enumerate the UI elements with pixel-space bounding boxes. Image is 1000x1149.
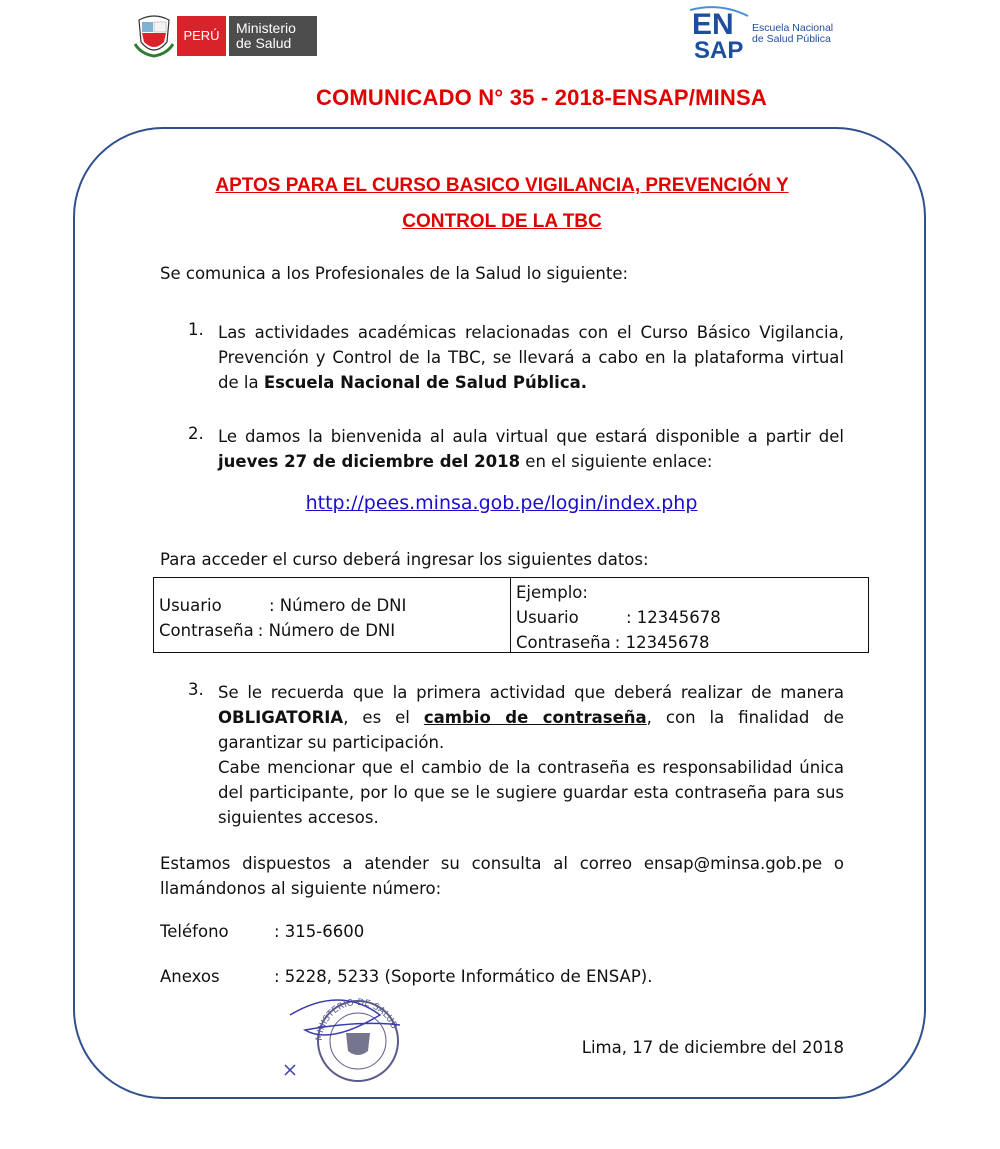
item-1-number: 1.: [188, 320, 204, 339]
credentials-table: [153, 577, 869, 653]
table-row: [516, 630, 868, 655]
subtitle-line2: CONTROL DE LA TBC: [402, 211, 602, 232]
contact-text: Estamos dispuestos a atender su consulta al correo ensap@minsa.gob.pe o llamándonos al siguiente número:: [160, 854, 844, 898]
item-3-body-a: Se le recuerda que la primera actividad que deberá realizar de manera: [218, 683, 844, 702]
password-label: Contraseña: [159, 621, 254, 640]
svg-text:EN: EN: [692, 8, 734, 41]
svg-text:SAP: SAP: [694, 37, 744, 60]
page-title: COMUNICADO N° 35 - 2018-ENSAP/MINSA: [316, 85, 767, 110]
item-1-body: Las actividades académicas relacionadas con el Curso Básico Vigilancia, Prevención y Control de la TBC, se llevará a cabo en la plataforma virtual de la: [218, 323, 844, 392]
stamp-text: MINISTERIO DE SALUD: [314, 997, 399, 1042]
annex-line: [160, 967, 652, 986]
user-value: : Número de DNI: [269, 596, 407, 615]
table-row: [159, 618, 510, 643]
ensap-line2: de Salud Pública: [752, 33, 831, 45]
item-2-number: 2.: [188, 424, 204, 443]
item-1-bold: Escuela Nacional de Salud Pública.: [263, 373, 588, 392]
item-3-bold-b: cambio de contraseña: [423, 708, 647, 727]
item-3-body-c: , con la finalidad de garantizar su participación.: [218, 708, 844, 752]
header-logos: [0, 0, 1000, 70]
course-link[interactable]: http://pees.minsa.gob.pe/login/index.php: [305, 492, 698, 514]
phone-value: : 315-6600: [274, 922, 365, 941]
ministry-line2: de Salud: [236, 35, 292, 51]
credentials-format-cell: [154, 578, 511, 652]
item-2-text: [218, 424, 844, 474]
peru-label: PERÚ: [177, 16, 226, 56]
access-text: Para acceder el curso deberá ingresar los siguientes datos:: [160, 550, 649, 569]
user-label: Usuario: [159, 596, 222, 615]
subtitle-line1: APTOS PARA EL CURSO BASICO VIGILANCIA, PREVENCIÓN Y: [215, 175, 789, 196]
annex-value: : 5228, 5233 (Soporte Informático de ENSAP).: [274, 967, 653, 986]
peru-coat-of-arms-icon: [133, 14, 175, 58]
item-3-body-b: , es el: [343, 708, 424, 727]
date-text: Lima, 17 de diciembre del 2018: [581, 1038, 844, 1057]
example-user-value: : 12345678: [626, 608, 721, 627]
table-row: [159, 593, 510, 618]
official-stamp-icon: [280, 985, 430, 1085]
item-3-bold-a: OBLIGATORIA: [218, 708, 344, 727]
annex-label: Anexos: [160, 967, 220, 986]
subtitle: [100, 168, 904, 240]
password-value: : Número de DNI: [257, 621, 396, 640]
item-2-body-b: en el siguiente enlace:: [520, 452, 713, 471]
item-3-number: 3.: [188, 680, 204, 699]
item-1-text: [218, 320, 844, 395]
ensap-name: [752, 23, 833, 45]
example-password-label: Contraseña: [516, 633, 611, 652]
credentials-example-cell: [511, 578, 868, 652]
ensap-line1: Escuela Nacional: [752, 22, 834, 34]
ensap-logo-icon: [690, 6, 750, 60]
ministry-line1: Ministerio: [236, 20, 296, 36]
phone-line: [160, 922, 364, 941]
item-2-body-a: Le damos la bienvenida al aula virtual que estará disponible a partir del: [218, 427, 844, 446]
example-password-value: : 12345678: [614, 633, 710, 652]
phone-label: Teléfono: [160, 922, 229, 941]
intro-text: Se comunica a los Profesionales de la Salud lo siguiente:: [160, 264, 629, 283]
ministry-label: [229, 16, 317, 56]
item-3-body-d: Cabe mencionar que el cambio de la contraseña es responsabilidad única del participante, por lo que se le sugiere guardar esta contraseña para sus siguientes accesos.: [218, 758, 844, 827]
table-row: [516, 605, 868, 630]
item-2-bold: jueves 27 de diciembre del 2018: [218, 452, 521, 471]
example-title: Ejemplo:: [516, 583, 588, 602]
example-user-label: Usuario: [516, 608, 579, 627]
item-3-text: [218, 680, 844, 830]
